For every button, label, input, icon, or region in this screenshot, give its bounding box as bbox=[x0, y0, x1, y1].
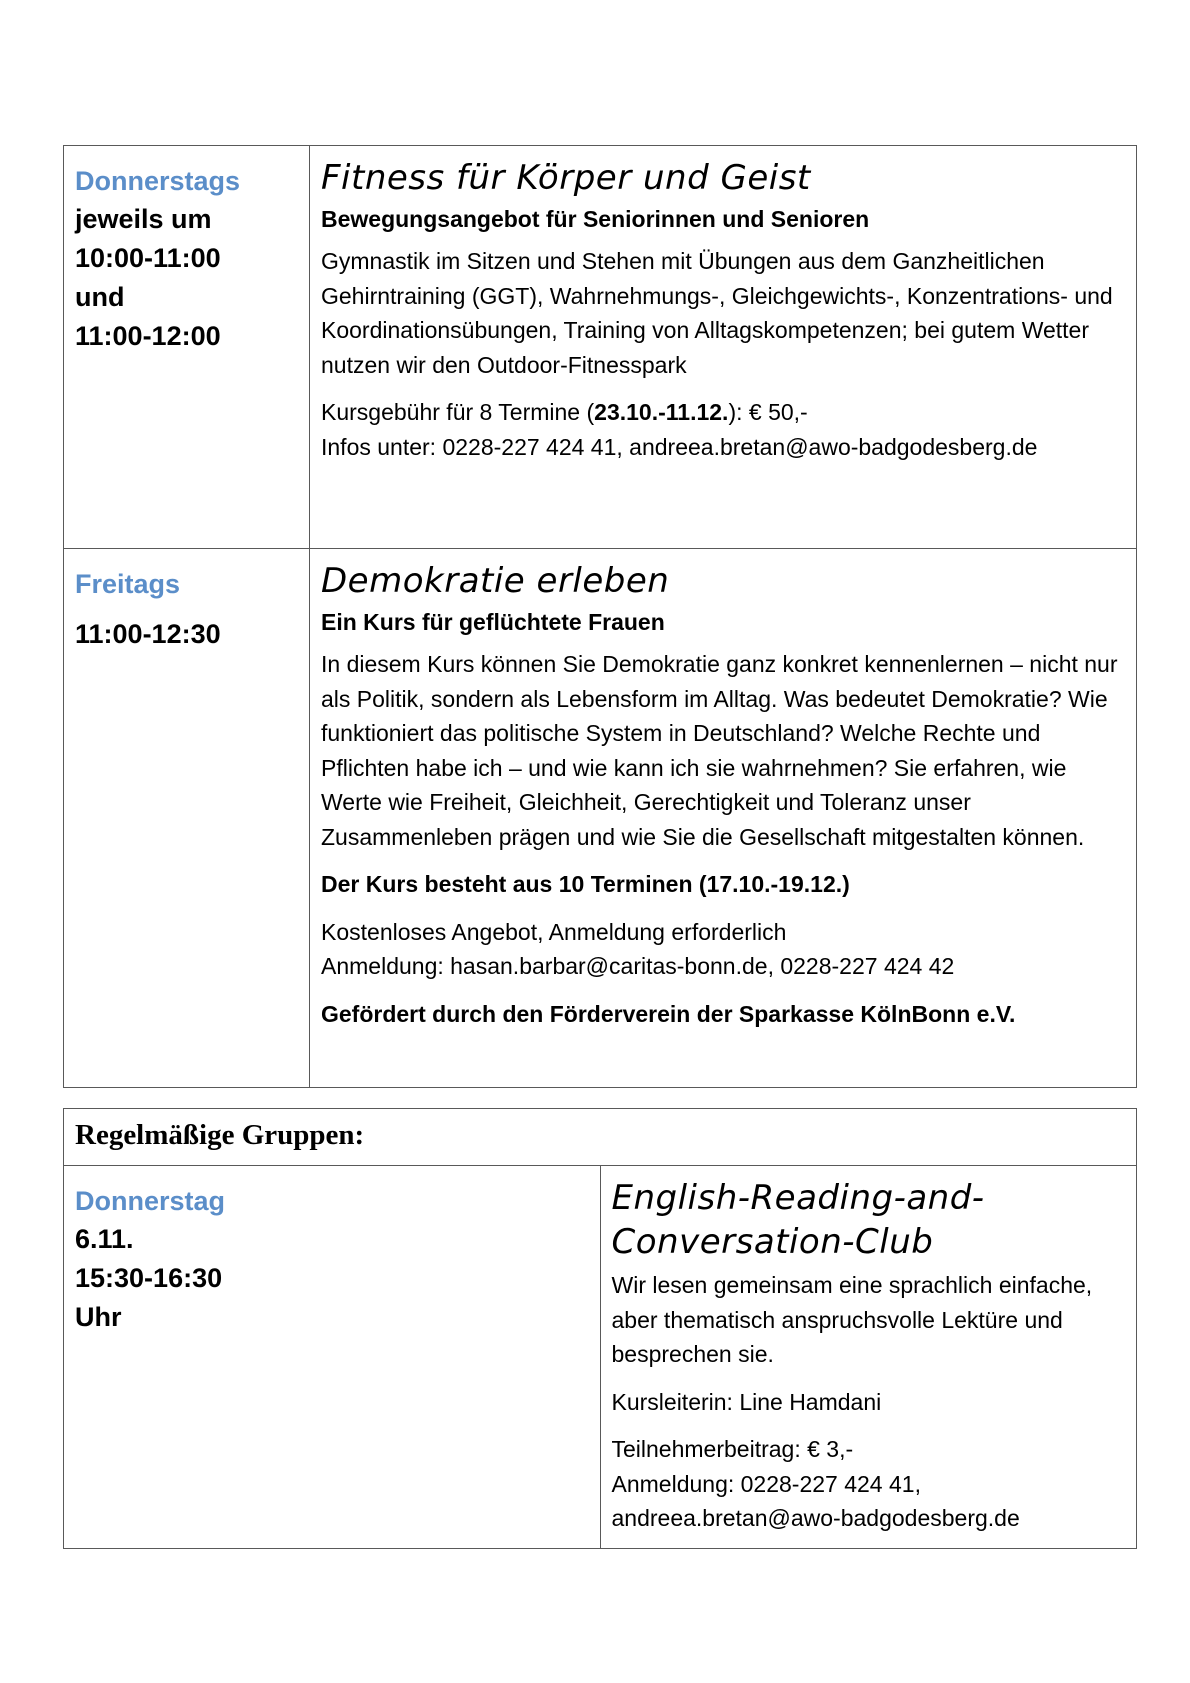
course-day: Freitags bbox=[75, 569, 181, 599]
course-day: Donnerstags bbox=[75, 166, 241, 196]
groups-header-row bbox=[64, 1109, 1137, 1166]
course-title: Demokratie erleben bbox=[321, 561, 670, 601]
group-time-line: 15:30-16:30 bbox=[75, 1263, 223, 1293]
course-subtitle: Ein Kurs für geflüchtete Frauen bbox=[321, 609, 665, 635]
group-time-line: 6.11. bbox=[75, 1224, 134, 1254]
group-title: English-Reading-and-Conversation-Club bbox=[611, 1178, 985, 1262]
course-subtitle: Bewegungsangebot für Seniorinnen und Senioren bbox=[321, 206, 870, 232]
group-leader: Kursleiterin: Line Hamdani bbox=[611, 1388, 882, 1415]
group-description: Wir lesen gemeinsam eine sprachlich einfache, aber thematisch anspruchsvolle Lektüre und besprechen sie. bbox=[611, 1272, 1093, 1367]
course-info-cell bbox=[310, 549, 1137, 1088]
course-contact: Infos unter: 0228-227 424 41, andreea.bretan@awo-badgodesberg.de bbox=[321, 433, 1038, 460]
group-registration: Anmeldung: 0228-227 424 41, andreea.bretan@awo-badgodesberg.de bbox=[611, 1470, 1020, 1531]
group-time-line: Uhr bbox=[75, 1302, 122, 1332]
course-time-line: 10:00-11:00 bbox=[75, 243, 221, 273]
course-sponsor: Gefördert durch den Förderverein der Sparkasse KölnBonn e.V. bbox=[321, 1000, 1016, 1027]
course-schedule-cell bbox=[64, 549, 310, 1088]
course-time-line: 11:00-12:00 bbox=[75, 321, 221, 351]
course-time-line: jeweils um bbox=[75, 204, 212, 234]
group-info-cell bbox=[600, 1166, 1137, 1549]
course-description: In diesem Kurs können Sie Demokratie ganz konkret kennenlernen – nicht nur als Politik, sondern als Lebensform im Alltag. Was bedeutet Demokratie? Wie funktioniert das politische System in Deutschland? Welche Rechte und Pflichten habe ich – und wie kann ich sie wahrnehmen? Sie erfahren, wie Werte wie Freiheit, Gleichheit, Gerechtigkeit und Toleranz unser Zusammenleben prägen und wie Sie die Gesellschaft mitgestalten können. bbox=[321, 651, 1118, 850]
course-table bbox=[63, 145, 1137, 1088]
course-row-fitness bbox=[64, 146, 1137, 549]
group-row-english bbox=[64, 1166, 1137, 1549]
course-title: Fitness für Körper und Geist bbox=[321, 158, 811, 198]
course-offer: Kostenloses Angebot, Anmeldung erforderlich bbox=[321, 918, 787, 945]
course-time-line: und bbox=[75, 282, 125, 312]
course-schedule-cell bbox=[64, 146, 310, 549]
group-fee: Teilnehmerbeitrag: € 3,- bbox=[611, 1436, 854, 1462]
course-description: Gymnastik im Sitzen und Stehen mit Übungen aus dem Ganzheitlichen Gehirntraining (GGT), Wahrnehmungs-, Gleichgewichts-, Konzentrations- und Koordinationsübungen, Training von Alltagskompetenzen; bei gutem Wetter nutzen wir den Outdoor-Fitnesspark bbox=[321, 248, 1113, 378]
groups-table bbox=[63, 1108, 1137, 1549]
course-schedule-note: Der Kurs besteht aus 10 Terminen (17.10.-19.12.) bbox=[321, 871, 850, 897]
group-schedule-cell bbox=[64, 1166, 601, 1549]
course-info-cell bbox=[310, 146, 1137, 549]
course-fee: Kursgebühr für 8 Termine (23.10.-11.12.): € 50,- bbox=[321, 399, 808, 425]
course-row-demokratie bbox=[64, 549, 1137, 1088]
course-registration: Anmeldung: hasan.barbar@caritas-bonn.de, 0228-227 424 42 bbox=[321, 953, 955, 979]
group-day: Donnerstag bbox=[75, 1186, 226, 1216]
groups-header: Regelmäßige Gruppen: bbox=[64, 1109, 1137, 1166]
course-time-line: 11:00-12:30 bbox=[75, 619, 221, 649]
course-fee-dates: 23.10.-11.12. bbox=[594, 399, 729, 425]
